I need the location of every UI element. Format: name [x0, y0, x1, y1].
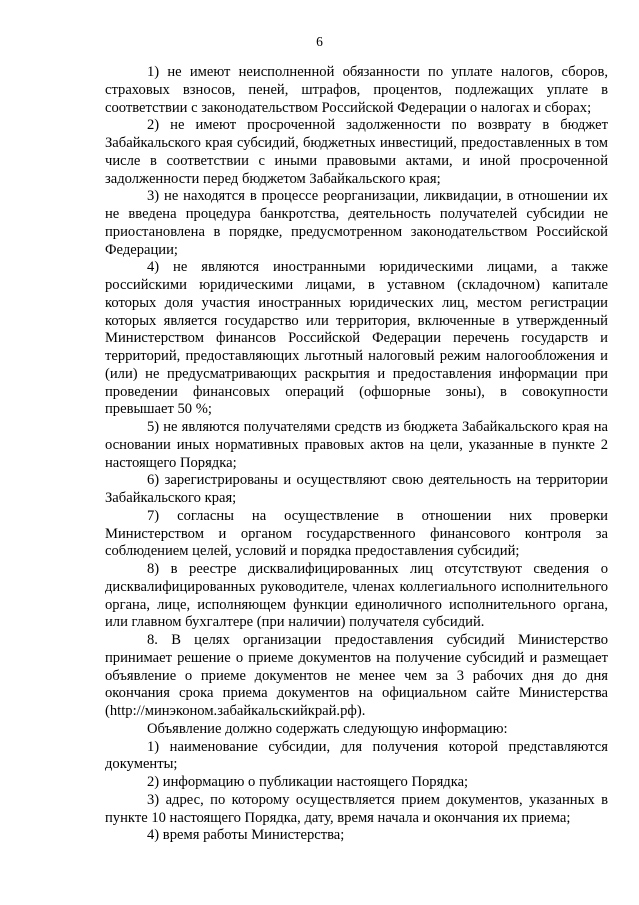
- paragraph-8: 8) в реестре дисквалифицированных лиц отсутствуют сведения о дисквалифицированных руководителе, членах коллегиального исполнительного органа, лице, исполняющем функции единоличного исполнительного органа, или главном бухгалтере (при наличии) получателя субсидий.: [105, 561, 608, 631]
- page-number: 6: [316, 34, 323, 49]
- paragraph-6: 6) зарегистрированы и осуществляют свою деятельность на территории Забайкальского края;: [105, 472, 608, 506]
- paragraph-12: 2) информацию о публикации настоящего Порядка;: [147, 774, 469, 790]
- paragraph-14: 4) время работы Министерства;: [147, 827, 345, 844]
- paragraph-5: 5) не являются получателями средств из бюджета Забайкальского края на основании иных нормативных правовых актов на цели, указанные в пункте 2 настоящего Порядка;: [105, 419, 608, 471]
- paragraph-7: 7) согласны на осуществление в отношении них проверки Министерством и органом государственного финансового контроля за соблюдением целей, условий и порядка предоставления субсидий;: [105, 507, 608, 560]
- paragraph-3: 3) не находятся в процессе реорганизации, ликвидации, в отношении их не введена процедура банкротства, деятельность получателей субсидии не приостановлена в порядке, предусмотренном законодательством Российской Федерации;: [105, 188, 608, 258]
- paragraph-10: Объявление должно содержать следующую информацию:: [147, 720, 508, 737]
- paragraph-11: 1) наименование субсидии, для получения которой представляются документы;: [105, 738, 608, 773]
- paragraph-1: 1) не имеют неисполненной обязанности по уплате налогов, сборов, страховых взносов, пеней, штрафов, процентов, подлежащих уплате в соответствии с законодательством Российской Федерации о налогах и сборах;: [105, 64, 608, 116]
- paragraph-9: 8. В целях организации предоставления субсидий Министерство принимает решение о приеме документов на получение субсидий и размещает объявление о приеме документов не менее чем за 3 рабочих дня до дня окончания срока приема документов на официальном сайте Министерства (http://минэконом.забайкальскийкрай.рф).: [105, 632, 608, 719]
- paragraph-4: 4) не являются иностранными юридическими лицами, а также российскими юридическими лицами, в уставном (складочном) капитале которых доля участия иностранных юридических лиц, местом регистрации которых является государство или территория, включенные в утвержденный Министерством финансов Российской Федерации перечень государств и территорий, предоставляющих льготный налоговый режим налогообложения и (или) не предусматривающих раскрытия и предоставления информации при проведении финансовых операций (офшорные зоны), в совокупности превышает 50 %;: [105, 259, 608, 418]
- paragraph-13: 3) адрес, по которому осуществляется прием документов, указанных в пункте 10 настоящего Порядка, дату, время начала и окончания их приема;: [105, 791, 608, 826]
- document-body: [105, 64, 608, 845]
- paragraph-2: 2) не имеют просроченной задолженности по возврату в бюджет Забайкальского края субсидий, бюджетных инвестиций, предоставленных в том числе в соответствии с иными правовыми актами, и иной просроченной задолженности перед бюджетом Забайкальского края;: [105, 117, 608, 187]
